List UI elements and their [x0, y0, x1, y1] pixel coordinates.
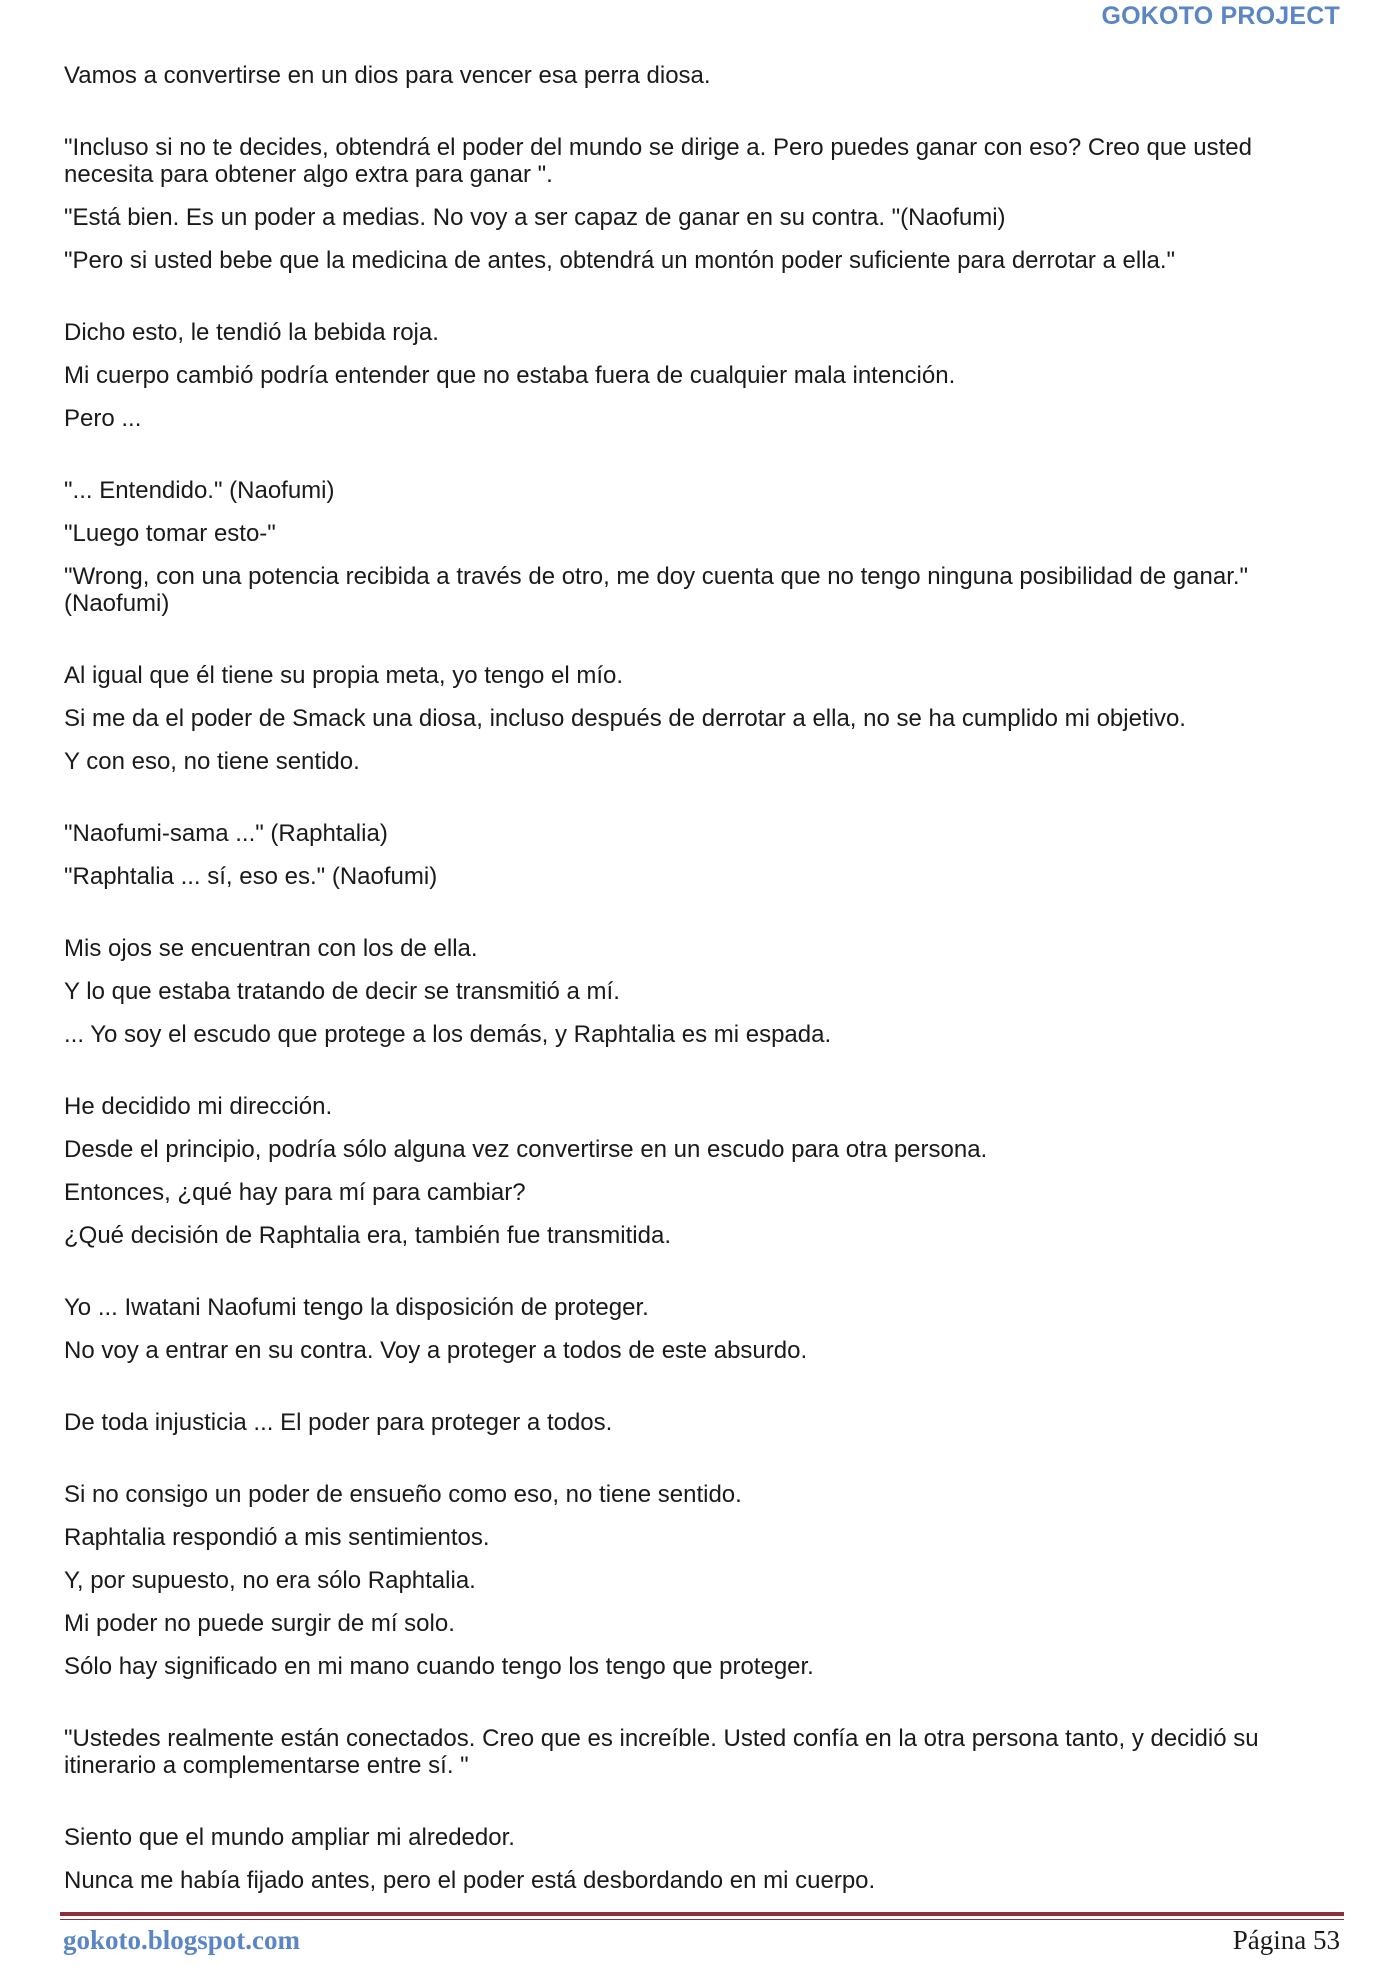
paragraph: "Está bien. Es un poder a medias. No voy a ser capaz de ganar en su contra. "(Naofumi) [64, 204, 1006, 231]
paragraph: Si me da el poder de Smack una diosa, incluso después de derrotar a ella, no se ha cumplido mi objetivo. [64, 705, 1186, 732]
paragraph: De toda injusticia ... El poder para proteger a todos. [64, 1409, 613, 1436]
paragraph: Si no consigo un poder de ensueño como eso, no tiene sentido. [64, 1481, 742, 1508]
paragraph: Mi poder no puede surgir de mí solo. [64, 1610, 455, 1637]
footer-divider-thin [60, 1919, 1344, 1920]
paragraph: "Naofumi-sama ..." (Raphtalia) [64, 820, 388, 847]
paragraph: No voy a entrar en su contra. Voy a proteger a todos de este absurdo. [64, 1337, 808, 1364]
paragraph: ... Yo soy el escudo que protege a los demás, y Raphtalia es mi espada. [64, 1021, 832, 1048]
paragraph: Y, por supuesto, no era sólo Raphtalia. [64, 1567, 476, 1594]
paragraph: Y con eso, no tiene sentido. [64, 748, 360, 775]
paragraph: Sólo hay significado en mi mano cuando tengo los tengo que proteger. [64, 1653, 814, 1680]
paragraph: Raphtalia respondió a mis sentimientos. [64, 1524, 490, 1551]
paragraph: Mi cuerpo cambió podría entender que no estaba fuera de cualquier mala intención. [64, 362, 956, 389]
paragraph: Y lo que estaba tratando de decir se transmitió a mí. [64, 978, 620, 1005]
body-text [64, 62, 1334, 1910]
paragraph: Entonces, ¿qué hay para mí para cambiar? [64, 1179, 526, 1206]
footer-divider [60, 1912, 1344, 1916]
paragraph: "Raphtalia ... sí, eso es." (Naofumi) [64, 863, 438, 890]
footer-blog-url[interactable]: gokoto.blogspot.com [63, 1925, 301, 1955]
paragraph: "... Entendido." (Naofumi) [64, 477, 335, 504]
paragraph: "Pero si usted bebe que la medicina de antes, obtendrá un montón poder suficiente para derrotar a ella." [64, 247, 1176, 274]
paragraph: He decidido mi dirección. [64, 1093, 333, 1120]
paragraph: Siento que el mundo ampliar mi alrededor. [64, 1824, 515, 1851]
paragraph: Dicho esto, le tendió la bebida roja. [64, 319, 439, 346]
paragraph: Pero ... [64, 405, 142, 432]
paragraph: ¿Qué decisión de Raphtalia era, también fue transmitida. [64, 1222, 671, 1249]
paragraph: "Wrong, con una potencia recibida a través de otro, me doy cuenta que no tengo ninguna posibilidad de ganar." (Naofumi) [64, 563, 1249, 617]
paragraph: "Incluso si no te decides, obtendrá el poder del mundo se dirige a. Pero puedes ganar con eso? Creo que usted necesita para obtener algo extra para ganar ". [64, 134, 1252, 188]
paragraph: Mis ojos se encuentran con los de ella. [64, 935, 478, 962]
paragraph: Vamos a convertirse en un dios para vencer esa perra diosa. [64, 62, 711, 89]
paragraph: Yo ... Iwatani Naofumi tengo la disposición de proteger. [64, 1294, 649, 1321]
paragraph: Nunca me había fijado antes, pero el poder está desbordando en mi cuerpo. [64, 1867, 876, 1894]
paragraph: "Luego tomar esto-" [64, 520, 276, 547]
header-title: GOKOTO PROJECT [1101, 2, 1340, 30]
paragraph: Desde el principio, podría sólo alguna vez convertirse en un escudo para otra persona. [64, 1136, 988, 1163]
paragraph: Al igual que él tiene su propia meta, yo tengo el mío. [64, 662, 624, 689]
page-number: Página 53 [1232, 1925, 1340, 1955]
paragraph: "Ustedes realmente están conectados. Creo que es increíble. Usted confía en la otra persona tanto, y decidió su itinerario a complementarse entre sí. " [64, 1725, 1259, 1779]
